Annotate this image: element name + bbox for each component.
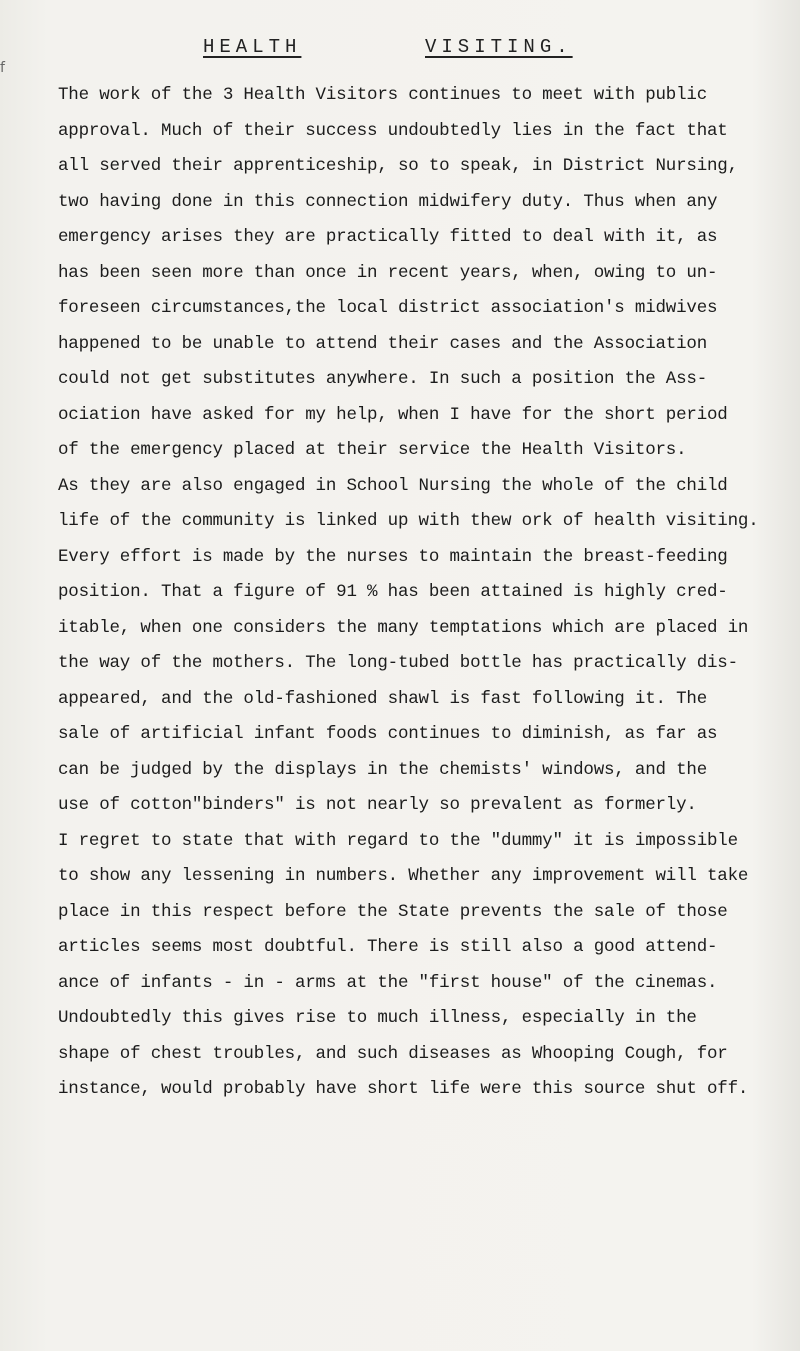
text-line: two having done in this connection midwifery duty. Thus when any	[58, 191, 718, 212]
title-word-health: HEALTH	[203, 36, 302, 58]
text-line: appeared, and the old-fashioned shawl is fast following it. The	[58, 688, 708, 709]
title-word-visiting: VISITING.	[425, 36, 573, 58]
text-line: Every effort is made by the nurses to maintain the breast-feeding	[58, 546, 728, 567]
text-line: could not get substitutes anywhere. In such a position the Ass-	[58, 369, 708, 389]
text-line: shape of chest troubles, and such diseases as Whooping Cough, for	[58, 1043, 728, 1064]
text-line: The work of the 3 Health Visitors continues to meet with public	[58, 85, 708, 105]
text-line: sale of artificial infant foods continues to diminish, as far as	[58, 724, 718, 744]
text-line: to show any lessening in numbers. Whether any improvement will take	[58, 866, 749, 886]
text-line: ociation have asked for my help, when I have for the short period	[58, 404, 728, 425]
body-paragraph	[58, 78, 793, 1108]
page-title	[0, 36, 800, 66]
text-line: ance of infants - in - arms at the "first house" of the cinemas.	[58, 972, 718, 993]
text-line: Undoubtedly this gives rise to much illness, especially in the	[58, 1008, 697, 1028]
text-line: instance, would probably have short life were this source shut off.	[58, 1079, 749, 1099]
text-line: happened to be unable to attend their cases and the Association	[58, 333, 708, 354]
text-line: can be judged by the displays in the chemists' windows, and the	[58, 759, 708, 780]
text-line: foreseen circumstances,the local district association's midwives	[58, 298, 718, 318]
text-line: position. That a figure of 91 % has been attained is highly cred-	[58, 582, 728, 602]
text-line: itable, when one considers the many temptations which are placed in	[58, 617, 749, 638]
text-line: approval. Much of their success undoubtedly lies in the fact that	[58, 120, 728, 141]
text-line: place in this respect before the State prevents the sale of those	[58, 901, 728, 922]
text-line: articles seems most doubtful. There is still also a good attend-	[58, 937, 718, 957]
text-line: I regret to state that with regard to the "dummy" it is impossible	[58, 830, 738, 851]
text-line: emergency arises they are practically fitted to deal with it, as	[58, 227, 718, 247]
text-line: life of the community is linked up with thew ork of health visiting.	[58, 511, 759, 531]
text-line: use of cotton"binders" is not nearly so prevalent as formerly.	[58, 795, 697, 815]
text-line: all served their apprenticeship, so to speak, in District Nursing,	[58, 156, 738, 176]
text-line: As they are also engaged in School Nursing the whole of the child	[58, 475, 728, 496]
margin-mark: f	[0, 60, 5, 76]
text-line: the way of the mothers. The long-tubed bottle has practically dis-	[58, 653, 738, 673]
text-line: has been seen more than once in recent years, when, owing to un-	[58, 262, 718, 283]
text-line: of the emergency placed at their service the Health Visitors.	[58, 440, 687, 460]
